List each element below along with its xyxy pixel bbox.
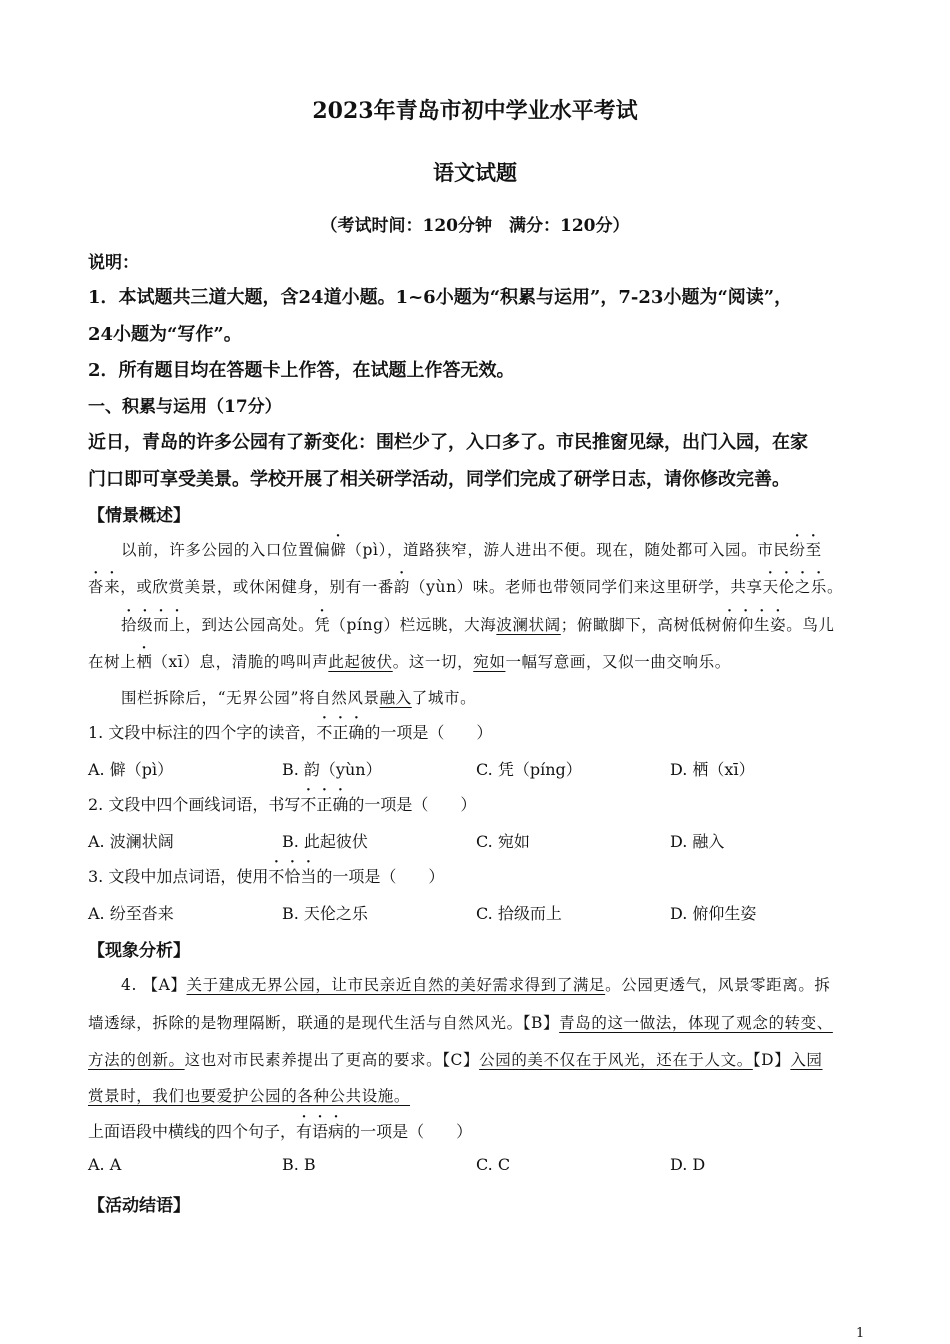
dotted-char: 级 (137, 616, 154, 634)
dotted-char: 姿 (770, 616, 787, 634)
q2-option-b[interactable]: B. 此起彼伏 (282, 832, 368, 851)
underlined-sentence-b: 青岛的这一做法，体现了观念的转变、 (559, 1014, 833, 1032)
dotted-char: 俯 (721, 616, 738, 634)
dotted-char: 上 (169, 616, 186, 634)
q4-option-a[interactable]: A. A (88, 1155, 122, 1174)
q1-option-c[interactable]: C. 凭（píng） (476, 760, 582, 779)
underlined-word: 此起彼伏 (328, 653, 393, 671)
q4-option-c[interactable]: C. C (476, 1155, 511, 1174)
instruction-item-1a: 1．本试题共三道大题，含24道小题。1~6小题为“积累与运用”，7-23小题为“阅读”， (88, 287, 793, 308)
underlined-word: 宛如 (473, 653, 506, 671)
analysis-line-4 (88, 1084, 410, 1106)
exam-title: 2023年青岛市初中学业水平考试 (312, 98, 638, 124)
q1-option-d[interactable]: D. 栖（xī） (670, 760, 755, 779)
q4-option-d[interactable]: D. D (670, 1155, 706, 1174)
dotted-char: 伦 (778, 578, 795, 596)
dotted-char: 而 (153, 616, 170, 634)
passage-line-5: 围栏拆除后，“无界公园”将自然风景融入了城市。 (121, 689, 477, 707)
passage-line-4: 在树上栖（xī）息，清脆的鸣叫声此起彼伏。这一切，宛如一幅写意画，又似一曲交响乐。 (88, 653, 731, 671)
paper-subtitle: 语文试题 (433, 160, 517, 185)
dotted-char: 乐 (810, 578, 827, 596)
underlined-word: 波澜状阔 (496, 616, 561, 634)
underlined-sentence-c: 公园的美不仅在于风光，还在于人文。 (479, 1051, 753, 1069)
q3-option-d[interactable]: D. 俯仰生姿 (670, 904, 757, 923)
q1-option-a[interactable]: A. 僻（pì） (88, 760, 174, 779)
part-heading-activity-conclusion: 【活动结语】 (88, 1196, 190, 1216)
underlined-sentence-a: 关于建成无界公园，让市民亲近自然的美好需求得到了满足 (186, 976, 606, 994)
underlined-sentence-d: 入园 (790, 1051, 823, 1069)
underlined-sentence-d-end: 赏景时，我们也要爱护公园的各种公共设施。 (88, 1087, 411, 1105)
q4-option-b[interactable]: B. B (282, 1155, 316, 1174)
instructions-heading: 说明： (88, 253, 139, 273)
dotted-char: 天 (762, 578, 779, 596)
underlined-sentence-b-end: 方法的创新。 (88, 1051, 185, 1069)
analysis-line-1: 4. 【A】关于建成无界公园，让市民亲近自然的美好需求得到了满足。公园更透气，风景零距离。拆 (121, 976, 831, 994)
analysis-line-3: 方法的创新。这也对市民素养提出了更高的要求。【C】公园的美不仅在于风光，还在于人文。【D】入园 (88, 1051, 823, 1069)
instruction-item-2: 2．所有题目均在答题卡上作答，在试题上作答无效。 (88, 360, 515, 381)
section-1-heading: 一、积累与运用（17分） (88, 397, 282, 417)
part-heading-scene-overview: 【情景概述】 (88, 506, 190, 526)
dotted-char: 之 (794, 578, 811, 596)
dotted-char: 凭 (314, 616, 331, 634)
dotted-char: 生 (754, 616, 771, 634)
question-2-stem: 2. 文段中四个画线词语，书写不正确的一项是（ ） (88, 795, 477, 814)
dotted-char: 僻 (330, 541, 347, 559)
dotted-char: 韵 (393, 578, 411, 596)
analysis-line-2: 墙透绿，拆除的是物理隔断，联通的是现代生活与自然风光。【B】青岛的这一做法，体现了观念的转变、 (88, 1014, 833, 1032)
dotted-char: 拾 (121, 616, 138, 634)
passage-line-2: 沓来，或欣赏美景，或休闲健身，别有一番韵（yùn）味。老师也带领同学们来这里研学，共享天伦之乐。 (88, 578, 844, 596)
dotted-char: 纷 (789, 541, 806, 559)
passage-line-1: 以前，许多公园的入口位置偏僻（pì），道路狭窄，游人进出不便。现在，随处都可入园。市民纷至 (121, 541, 822, 559)
part-heading-phenomenon-analysis: 【现象分析】 (88, 941, 190, 961)
q2-option-c[interactable]: C. 宛如 (476, 832, 530, 851)
dotted-char: 栖 (136, 653, 153, 671)
instruction-item-1b: 24小题为“写作”。 (88, 324, 242, 345)
question-4-stem: 上面语段中横线的四个句子，有语病的一项是（ ） (88, 1122, 473, 1141)
dotted-char: 沓 (88, 578, 105, 596)
q2-option-d[interactable]: D. 融入 (670, 832, 725, 851)
dotted-char: 仰 (737, 616, 754, 634)
q1-option-b[interactable]: B. 韵（yùn） (282, 760, 382, 779)
question-1-stem: 1. 文段中标注的四个字的读音，不正确的一项是（ ） (88, 723, 493, 742)
question-3-stem: 3. 文段中加点词语，使用不恰当的一项是（ ） (88, 867, 445, 886)
passage-line-3: 拾级而上，到达公园高处。凭（píng）栏远眺，大海波澜状阔；俯瞰脚下，高树低树俯仰生姿。鸟儿 (121, 616, 835, 634)
q3-option-b[interactable]: B. 天伦之乐 (282, 904, 368, 923)
section-1-intro-b: 门口即可享受美景。学校开展了相关研学活动，同学们完成了研学日志，请你修改完善。 (88, 469, 790, 490)
page-number: 1 (856, 1326, 865, 1341)
q3-option-c[interactable]: C. 拾级而上 (476, 904, 562, 923)
exam-time-info: （考试时间：120分钟 满分：120分） (320, 216, 630, 236)
underlined-word: 融入 (379, 689, 412, 707)
q3-option-a[interactable]: A. 纷至沓来 (88, 904, 174, 923)
dotted-char: 来 (104, 578, 121, 596)
dotted-char: 至 (805, 541, 822, 559)
section-1-intro-a: 近日，青岛的许多公园有了新变化：围栏少了，入口多了。市民推窗见绿，出门入园，在家 (88, 432, 808, 453)
q2-option-a[interactable]: A. 波澜状阔 (88, 832, 174, 851)
